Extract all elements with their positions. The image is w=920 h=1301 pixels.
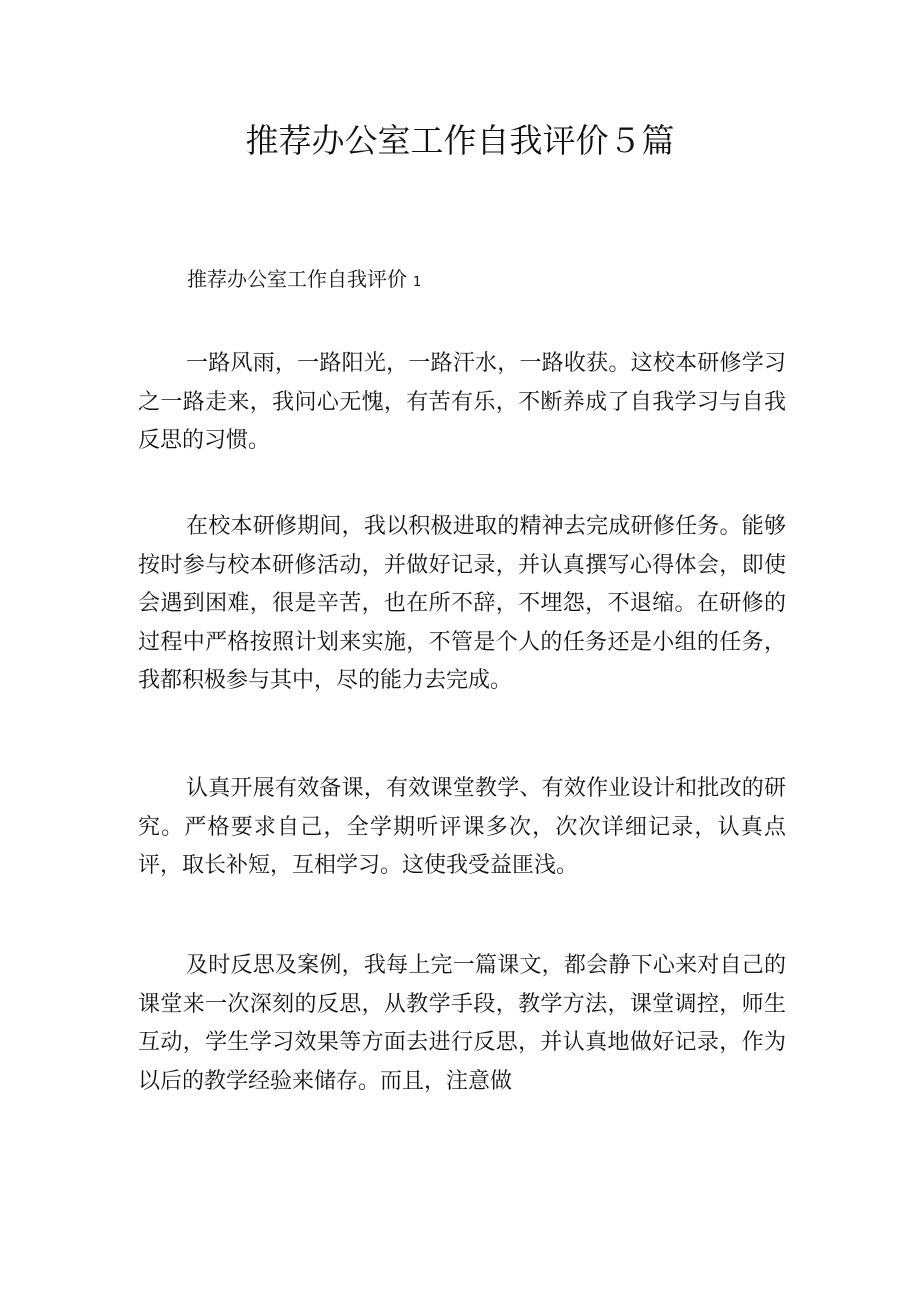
paragraph-1: 一路风雨，一路阳光，一路汗水，一路收获。这校本研修学习之一路走来，我问心无愧，有苦有乐，不断养成了自我学习与自我反思的习惯。 [138, 351, 786, 453]
paragraph-4: 及时反思及案例，我每上完一篇课文，都会静下心来对自己的课堂来一次深刻的反思，从教学手段，教学方法，课堂调控，师生互动，学生学习效果等方面去进行反思，并认真地做好记录，作为以后的教学经验来储存。而且，注意做 [138, 953, 786, 1094]
section-heading [187, 264, 421, 298]
section-number: 1 [413, 275, 422, 290]
paragraph-3: 认真开展有效备课，有效课堂教学、有效作业设计和批改的研究。严格要求自己，全学期听评课多次，次次详细记录，认真点评，取长补短，互相学习。这使我受益匪浅。 [138, 776, 786, 878]
paragraph-2: 在校本研修期间，我以积极进取的精神去完成研修任务。能够按时参与校本研修活动，并做好记录，并认真撰写心得体会，即使会遇到困难，很是辛苦，也在所不辞，不埋怨，不退缩。在研修的过程中严格按照计划来实施，不管是个人的任务还是小组的任务，我都积极参与其中，尽的能力去完成。 [138, 514, 786, 693]
section-heading-text: 推荐办公室工作自我评价 [187, 267, 407, 291]
document-title: 推荐办公室工作自我评价５篇 [245, 121, 675, 160]
